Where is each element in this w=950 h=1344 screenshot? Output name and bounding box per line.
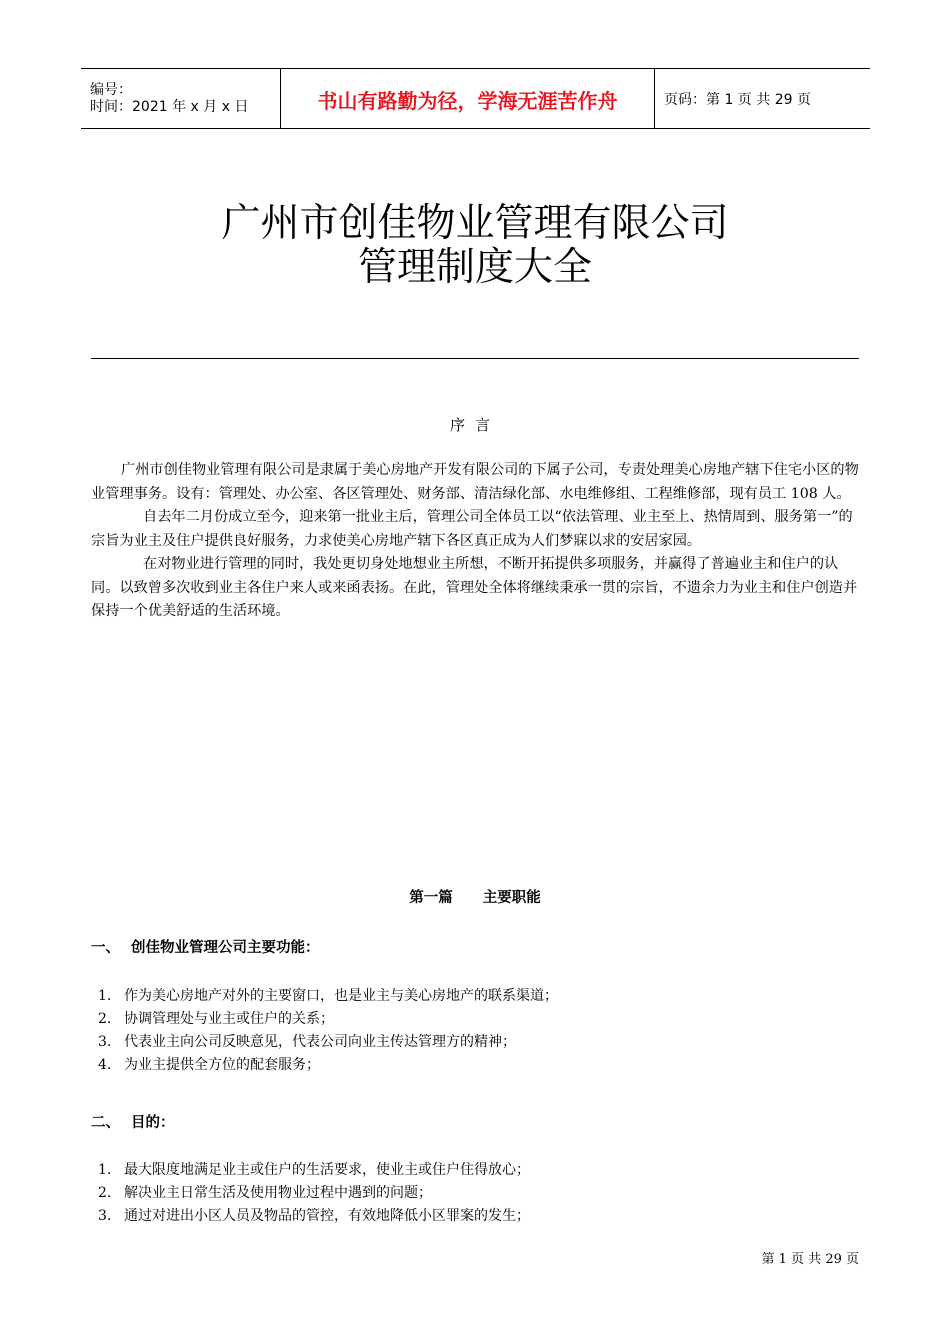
header-page-label: 页码：第 1 页 共 29 页 — [664, 91, 811, 108]
list-item: 2. 解决业主日常生活及使用物业过程中遇到的问题； — [98, 1185, 432, 1201]
preface-heading: 序言 — [449, 416, 500, 434]
header-time-label: 时间：2021 年 x 月 x 日 — [90, 98, 249, 115]
header-number-label: 编号： — [90, 81, 132, 98]
section-number: 一、 — [91, 940, 120, 956]
document-title-line1: 广州市创佳物业管理有限公司 — [221, 201, 729, 246]
chapter-heading — [0, 886, 950, 907]
title-divider — [91, 358, 859, 359]
list-item: 3. 代表业主向公司反映意见，代表公司向业主传达管理方的精神； — [98, 1034, 516, 1050]
preface-paragraph: 广州市创佳物业管理有限公司是隶属于美心房地产开发有限公司的下属子公司，专责处理美心房地产辖下住宅小区的物业管理事务。设有：管理处、办公室、各区管理处、财务部、清洁绿化部、水电维修组、工程维修部，现有员工 108 人。 — [91, 462, 859, 502]
purpose-list — [98, 1159, 530, 1228]
preface-paragraph: 自去年二月份成立至今，迎来第一批业主后，管理公司全体员工以“依法管理、业主至上、热情周到、服务第一”的宗旨为业主及住户提供良好服务，力求使美心房地产辖下各区真正成为人们梦寐以求的安居家园。 — [91, 509, 853, 549]
list-item: 1. 作为美心房地产对外的主要窗口，也是业主与美心房地产的联系渠道； — [98, 988, 558, 1004]
chapter-part: 第一篇 — [409, 890, 453, 906]
functions-list — [98, 985, 558, 1077]
preface-body — [91, 459, 861, 624]
header-motto: 书山有路勤为径，学海无涯苦作舟 — [281, 69, 655, 128]
list-item: 1. 最大限度地满足业主或住户的生活要求，使业主或住户住得放心； — [98, 1162, 530, 1178]
preface-paragraph: 在对物业进行管理的同时，我处更切身处地想业主所想，不断开拓提供多项服务，并赢得了普遍业主和住户的认同。以致曾多次收到业主各住户来人或来函表扬。在此，管理处全体将继续秉承一贯的宗旨，不遗余力为业主和住户创造并保持一个优美舒适的生活环境。 — [91, 556, 858, 619]
section-number: 二、 — [91, 1115, 120, 1131]
list-item: 4. 为业主提供全方位的配套服务； — [98, 1057, 320, 1073]
section-title: 创佳物业管理公司主要功能： — [131, 940, 320, 956]
list-item: 3. 通过对进出小区人员及物品的管控，有效地降低小区罪案的发生； — [98, 1208, 530, 1224]
document-title-line2: 管理制度大全 — [357, 245, 592, 290]
document-header — [81, 68, 870, 129]
header-meta — [81, 69, 281, 128]
list-item: 2. 协调管理处与业主或住户的关系； — [98, 1011, 334, 1027]
section-heading-functions — [91, 936, 320, 957]
section-title: 目的： — [131, 1115, 175, 1131]
section-heading-purpose — [91, 1111, 175, 1132]
chapter-name: 主要职能 — [482, 890, 541, 906]
page-footer: 第 1 页 共 29 页 — [761, 1252, 859, 1267]
